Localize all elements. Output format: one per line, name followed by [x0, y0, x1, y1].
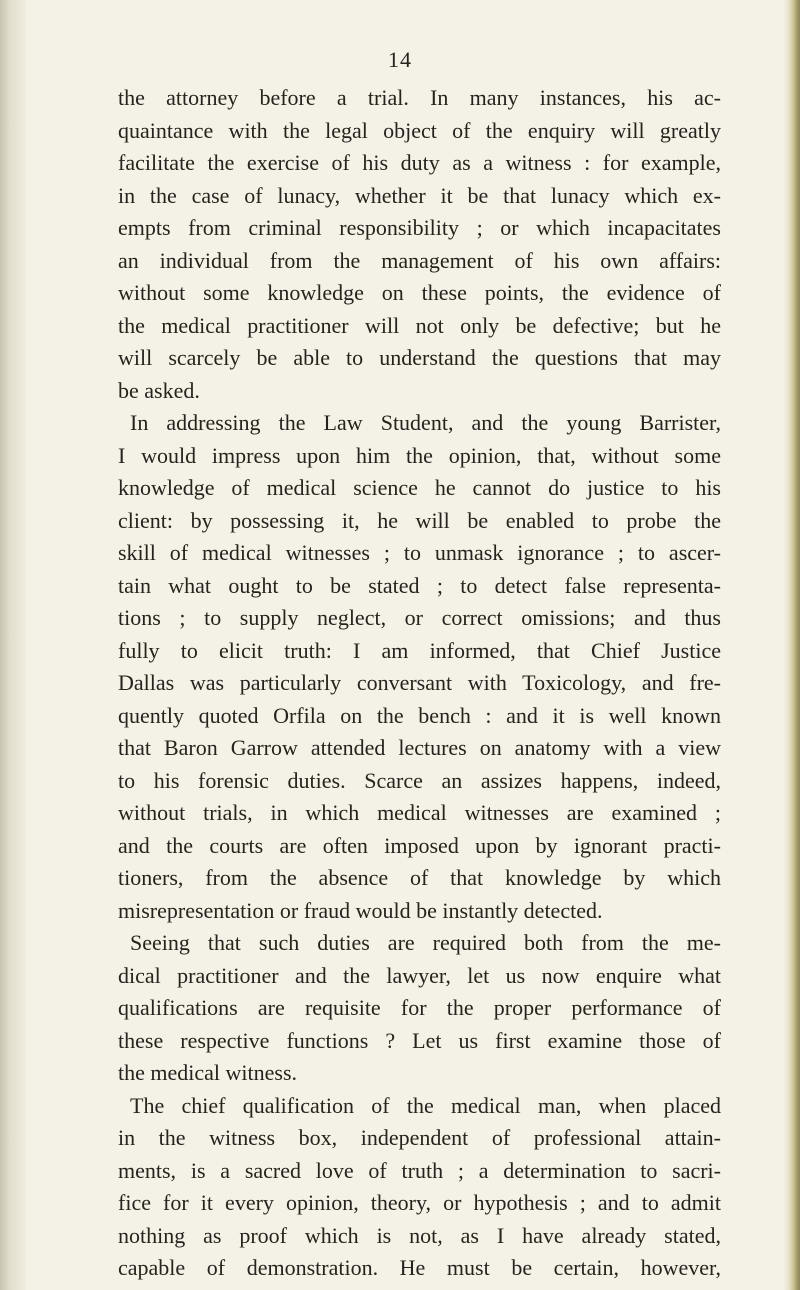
text-line: qualifications are requisite for the proper performance of [118, 995, 721, 1020]
text-line: Dallas was particularly conversant with Toxicology, and fre- [118, 670, 721, 695]
text-line: fully to elicit truth: I am informed, that Chief Justice [118, 637, 721, 663]
text-line: that Baron Garrow attended lectures on anatomy with a view [118, 735, 721, 760]
text-line: skill of medical witnesses ; to unmask ignorance ; to ascer- [118, 540, 721, 565]
text-line: quently quoted Orfila on the bench : and it is well known [118, 702, 721, 728]
text-line: be asked. [118, 377, 200, 403]
text-line: nothing as proof which is not, as I have already stated, [118, 1222, 721, 1248]
text-line: misrepresentation or fraud would be instantly detected. [118, 897, 603, 923]
text-line: dical practitioner and the lawyer, let us now enquire what [118, 962, 721, 988]
text-line: I would impress upon him the opinion, that, without some [118, 442, 721, 468]
paragraph-start-line: Seeing that such duties are required both from the me- [130, 930, 721, 955]
text-line: the medical witness. [118, 1060, 298, 1085]
text-line: in the witness box, independent of professional attain- [118, 1125, 721, 1150]
text-line: these respective functions ? Let us first examine those of [118, 1027, 721, 1053]
text-line: ments, is a sacred love of truth ; a determination to sacri- [118, 1157, 721, 1183]
text-line: quaintance with the legal object of the enquiry will greatly [118, 117, 721, 143]
text-line: the attorney before a trial. In many instances, his ac- [118, 85, 721, 110]
text-line: will scarcely be able to understand the questions that may [118, 345, 721, 370]
text-line: knowledge of medical science he cannot do justice to his [118, 475, 721, 500]
text-line: fice for it every opinion, theory, or hypothesis ; and to admit [118, 1190, 721, 1215]
text-line: empts from criminal responsibility ; or which incapacitates [118, 215, 721, 240]
text-line: to his forensic duties. Scarce an assizes happens, indeed, [118, 767, 721, 793]
paragraph-start-line: In addressing the Law Student, and the young Barrister, [130, 410, 721, 435]
text-line: facilitate the exercise of his duty as a witness : for example, [118, 150, 721, 175]
text-line: capable of demonstration. He must be certain, however, [118, 1255, 721, 1280]
text-line: without trials, in which medical witnesses are examined ; [118, 800, 721, 825]
page-number: 14 [388, 47, 412, 72]
text-line: tioners, from the absence of that knowledge by which [118, 865, 721, 890]
text-line: tions ; to supply neglect, or correct omissions; and thus [118, 605, 721, 630]
text-line: an individual from the management of his own affairs: [118, 247, 721, 273]
text-line: without some knowledge on these points, the evidence of [118, 280, 721, 305]
body-text [118, 82, 721, 1285]
text-line: in the case of lunacy, whether it be that lunacy which ex- [118, 182, 721, 208]
text-line: client: by possessing it, he will be enabled to probe the [118, 507, 721, 533]
paragraph-start-line: The chief qualification of the medical man, when placed [130, 1092, 721, 1118]
text-line: the medical practitioner will not only be defective; but he [118, 312, 721, 338]
text-line: and the courts are often imposed upon by ignorant practi- [118, 832, 721, 858]
text-line: tain what ought to be stated ; to detect false representa- [118, 572, 721, 598]
